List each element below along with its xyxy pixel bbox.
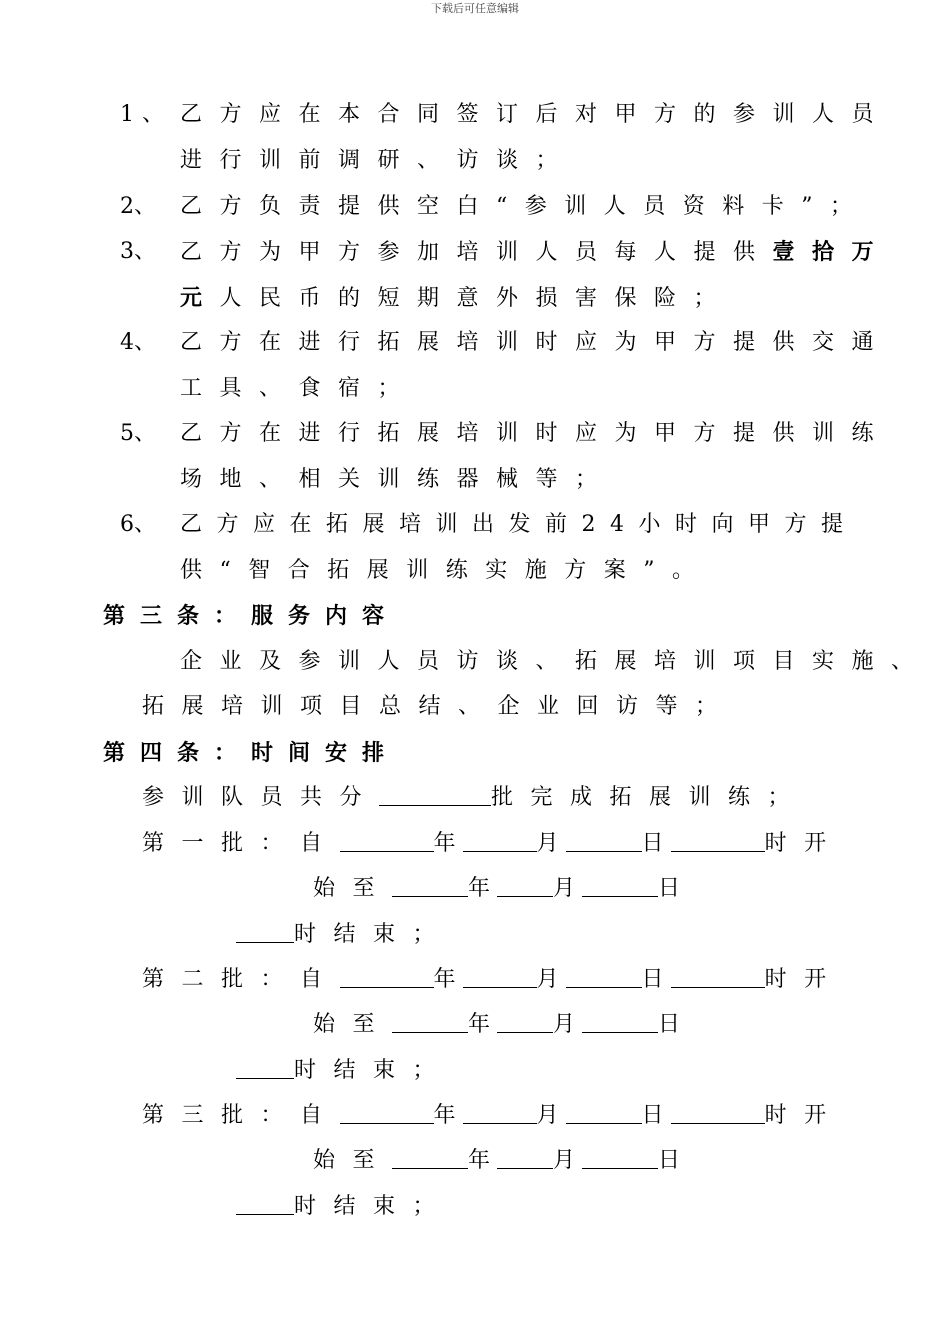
start-month-blank[interactable] xyxy=(463,1101,537,1124)
item-text: 乙方在进行拓展培训时应为甲方提供训练 xyxy=(180,421,892,446)
start-year-blank[interactable] xyxy=(340,1101,434,1124)
day-label: 日 xyxy=(641,831,664,856)
item-number: 6、 xyxy=(120,512,156,537)
start-day-blank[interactable] xyxy=(566,1101,642,1124)
year-label: 年 xyxy=(468,876,491,901)
batch-label: 第二批：自 xyxy=(142,967,340,992)
month-label: 月 xyxy=(536,967,559,992)
month-label: 月 xyxy=(536,1103,559,1128)
batch-count-blank[interactable] xyxy=(379,783,491,806)
intro-text: 参训队员共分 xyxy=(142,785,380,810)
item-number: 4、 xyxy=(120,330,156,355)
list-item xyxy=(120,100,172,130)
batch-end-date-line xyxy=(313,1010,680,1040)
hour-start-label: 时开 xyxy=(764,831,844,856)
paragraph-line: 企业及参训人员访谈、拓展培训项目实施、 xyxy=(180,649,931,674)
end-month-blank[interactable] xyxy=(497,874,553,897)
start-year-blank[interactable] xyxy=(340,829,434,852)
start-month-blank[interactable] xyxy=(463,965,537,988)
start-day-blank[interactable] xyxy=(566,965,642,988)
batch-end-hour-line xyxy=(236,1056,452,1086)
day-label: 日 xyxy=(658,876,681,901)
item-text: 乙方应在拓展培训出发前24小时向甲方提 xyxy=(180,512,858,537)
hour-end-label: 时结束； xyxy=(294,1058,453,1083)
start-year-blank[interactable] xyxy=(340,965,434,988)
item-number: 5、 xyxy=(120,421,156,446)
month-label: 月 xyxy=(536,831,559,856)
year-label: 年 xyxy=(468,1012,491,1037)
batch-start-line xyxy=(142,1101,844,1131)
end-year-blank[interactable] xyxy=(392,1010,468,1033)
start-until-label: 始至 xyxy=(313,1012,393,1037)
batch-end-hour-line xyxy=(236,1192,452,1222)
end-day-blank[interactable] xyxy=(582,874,658,897)
item-text: 乙方负责提供空白“参训人员资料卡”； xyxy=(180,194,870,219)
batch-start-line xyxy=(142,965,844,995)
start-hour-blank[interactable] xyxy=(671,1101,765,1124)
day-label: 日 xyxy=(641,1103,664,1128)
intro-text: 批完成拓展训练； xyxy=(491,785,808,810)
year-label: 年 xyxy=(433,1103,456,1128)
batch-label: 第一批：自 xyxy=(142,831,340,856)
item-text-continued: 场地、相关训练器械等； xyxy=(180,467,615,492)
end-hour-blank[interactable] xyxy=(236,1056,294,1079)
section-heading: 第三条：服务内容 xyxy=(103,603,400,629)
year-label: 年 xyxy=(468,1148,491,1173)
end-month-blank[interactable] xyxy=(497,1146,553,1169)
item-text-bold: 壹拾万 xyxy=(772,239,892,265)
end-day-blank[interactable] xyxy=(582,1146,658,1169)
batch-start-line xyxy=(142,829,844,859)
item-text: 乙方在进行拓展培训时应为甲方提供交通 xyxy=(180,330,892,355)
item-text: 乙方应在本合同签订后对甲方的参训人员 xyxy=(180,102,892,127)
hour-end-label: 时结束； xyxy=(294,1194,453,1219)
item-text-continued: 供“智合拓展训练实施方案”。 xyxy=(180,558,712,583)
batch-label: 第三批：自 xyxy=(142,1103,340,1128)
year-label: 年 xyxy=(433,831,456,856)
month-label: 月 xyxy=(553,876,576,901)
batch-end-date-line xyxy=(313,1146,680,1176)
end-month-blank[interactable] xyxy=(497,1010,553,1033)
end-year-blank[interactable] xyxy=(392,1146,468,1169)
batch-intro xyxy=(142,783,807,813)
hour-start-label: 时开 xyxy=(764,967,844,992)
item-text-part: 乙方为甲方参加培训人员每人提供 xyxy=(180,240,773,265)
end-year-blank[interactable] xyxy=(392,874,468,897)
day-label: 日 xyxy=(641,967,664,992)
batch-end-hour-line xyxy=(236,920,452,950)
paragraph-line: 拓展培训项目总结、企业回访等； xyxy=(142,694,735,719)
item-text-part: 人民币的短期意外损害保险； xyxy=(219,286,734,311)
start-hour-blank[interactable] xyxy=(671,965,765,988)
item-number: 3、 xyxy=(120,239,156,264)
end-day-blank[interactable] xyxy=(582,1010,658,1033)
start-until-label: 始至 xyxy=(313,876,393,901)
start-day-blank[interactable] xyxy=(566,829,642,852)
batch-end-date-line xyxy=(313,874,680,904)
section-heading: 第四条：时间安排 xyxy=(103,740,400,766)
item-number: 2、 xyxy=(120,194,156,219)
end-hour-blank[interactable] xyxy=(236,920,294,943)
item-text xyxy=(180,237,891,267)
hour-end-label: 时结束； xyxy=(294,922,453,947)
item-text-bold: 元 xyxy=(180,285,220,311)
item-number: 1、 xyxy=(120,102,172,127)
item-text-continued: 工具、食宿； xyxy=(180,376,418,401)
day-label: 日 xyxy=(658,1148,681,1173)
day-label: 日 xyxy=(658,1012,681,1037)
item-text-continued: 进行训前调研、访谈； xyxy=(180,148,576,173)
start-month-blank[interactable] xyxy=(463,829,537,852)
start-until-label: 始至 xyxy=(313,1148,393,1173)
hour-start-label: 时开 xyxy=(764,1103,844,1128)
end-hour-blank[interactable] xyxy=(236,1192,294,1215)
start-hour-blank[interactable] xyxy=(671,829,765,852)
item-text-continued xyxy=(180,283,733,313)
year-label: 年 xyxy=(433,967,456,992)
page-header-note: 下载后可任意编辑 xyxy=(431,2,519,15)
month-label: 月 xyxy=(553,1148,576,1173)
month-label: 月 xyxy=(553,1012,576,1037)
